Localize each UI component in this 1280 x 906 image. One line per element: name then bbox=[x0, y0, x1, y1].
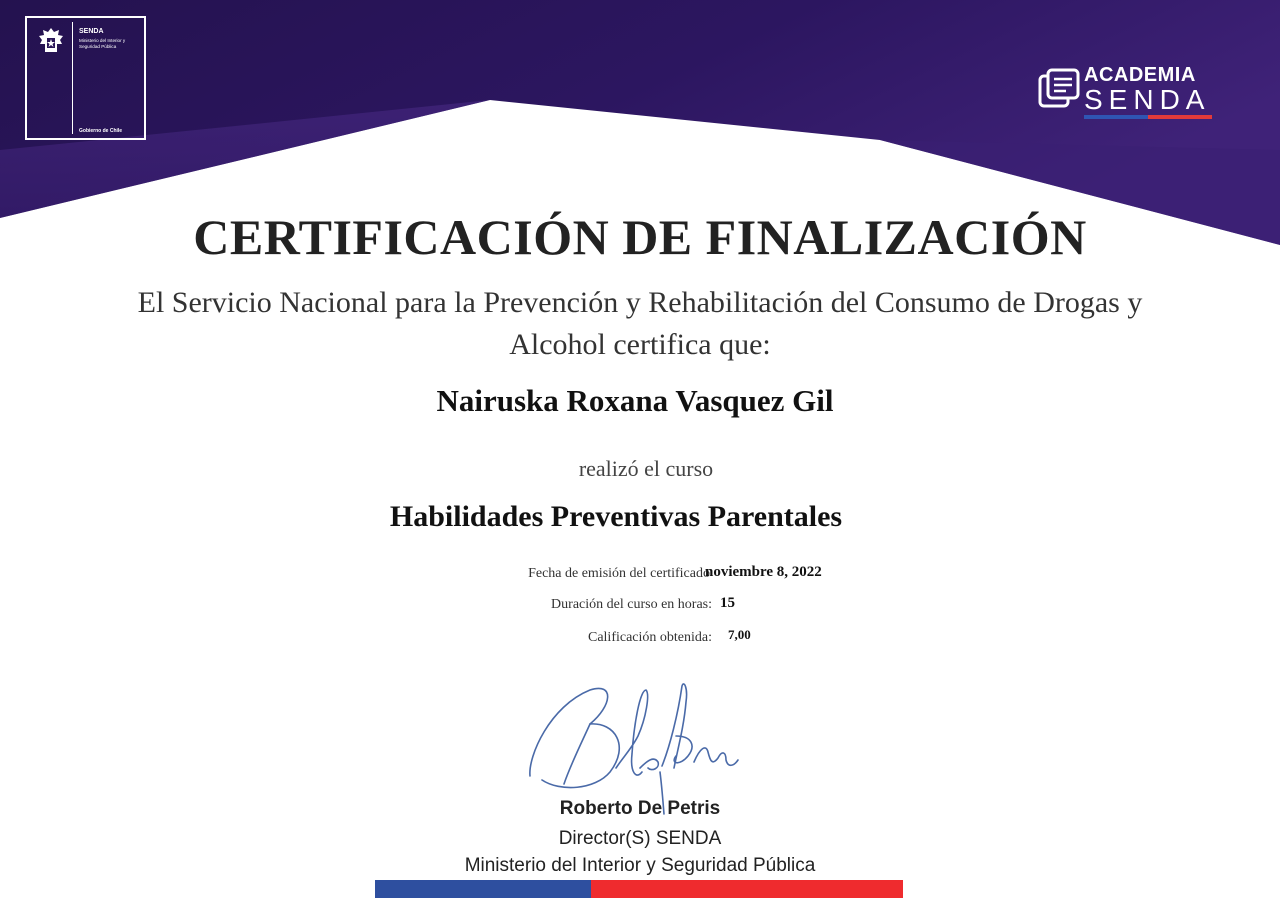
book-icon bbox=[1036, 68, 1082, 112]
senda-word: SENDA bbox=[1084, 84, 1211, 115]
duration-label: Duración del curso en horas: bbox=[551, 597, 712, 612]
academia-word: ACADEMIA bbox=[1084, 64, 1196, 86]
course-intro: realizó el curso bbox=[578, 456, 714, 481]
academia-senda-logo bbox=[1034, 62, 1216, 122]
grade-value: 7,00 bbox=[728, 627, 751, 642]
certificate-title: CERTIFICACIÓN DE FINALIZACIÓN bbox=[193, 209, 1087, 265]
handwritten-signature bbox=[520, 676, 750, 816]
gobierno-de-chile-logo bbox=[25, 16, 146, 140]
gov-logo-government: Gobierno de Chile bbox=[79, 128, 123, 134]
issue-date-label: Fecha de emisión del certificado bbox=[528, 566, 710, 581]
chile-coat-of-arms-icon bbox=[35, 26, 67, 56]
gov-logo-ministry: Ministerio del Interior y Seguridad Pública bbox=[79, 38, 126, 49]
grade-label: Calificación obtenida: bbox=[587, 630, 712, 645]
course-name: Habilidades Preventivas Parentales bbox=[389, 500, 843, 533]
signatory-name: Roberto De Petris bbox=[559, 798, 721, 819]
issue-date-value: noviembre 8, 2022 bbox=[705, 564, 822, 580]
gov-logo-org: SENDA bbox=[79, 28, 104, 35]
footer-blue-bar bbox=[375, 880, 591, 898]
recipient-name: Nairuska Roxana Vasquez Gil bbox=[436, 383, 834, 418]
logo-blue-bar bbox=[1084, 115, 1148, 119]
certificate-intro bbox=[90, 282, 1190, 366]
logo-red-bar bbox=[1148, 115, 1212, 119]
logo-divider bbox=[72, 22, 73, 134]
signatory-ministry: Ministerio del Interior y Seguridad Pública bbox=[464, 855, 816, 876]
signatory-role: Director(S) SENDA bbox=[558, 828, 722, 849]
intro-line-2: Alcohol certifica que: bbox=[509, 328, 771, 361]
intro-line-1: El Servicio Nacional para la Prevención y Rehabilitación del Consumo de Drogas y bbox=[137, 286, 1143, 319]
footer-red-bar bbox=[591, 880, 903, 898]
duration-value: 15 bbox=[720, 595, 735, 611]
